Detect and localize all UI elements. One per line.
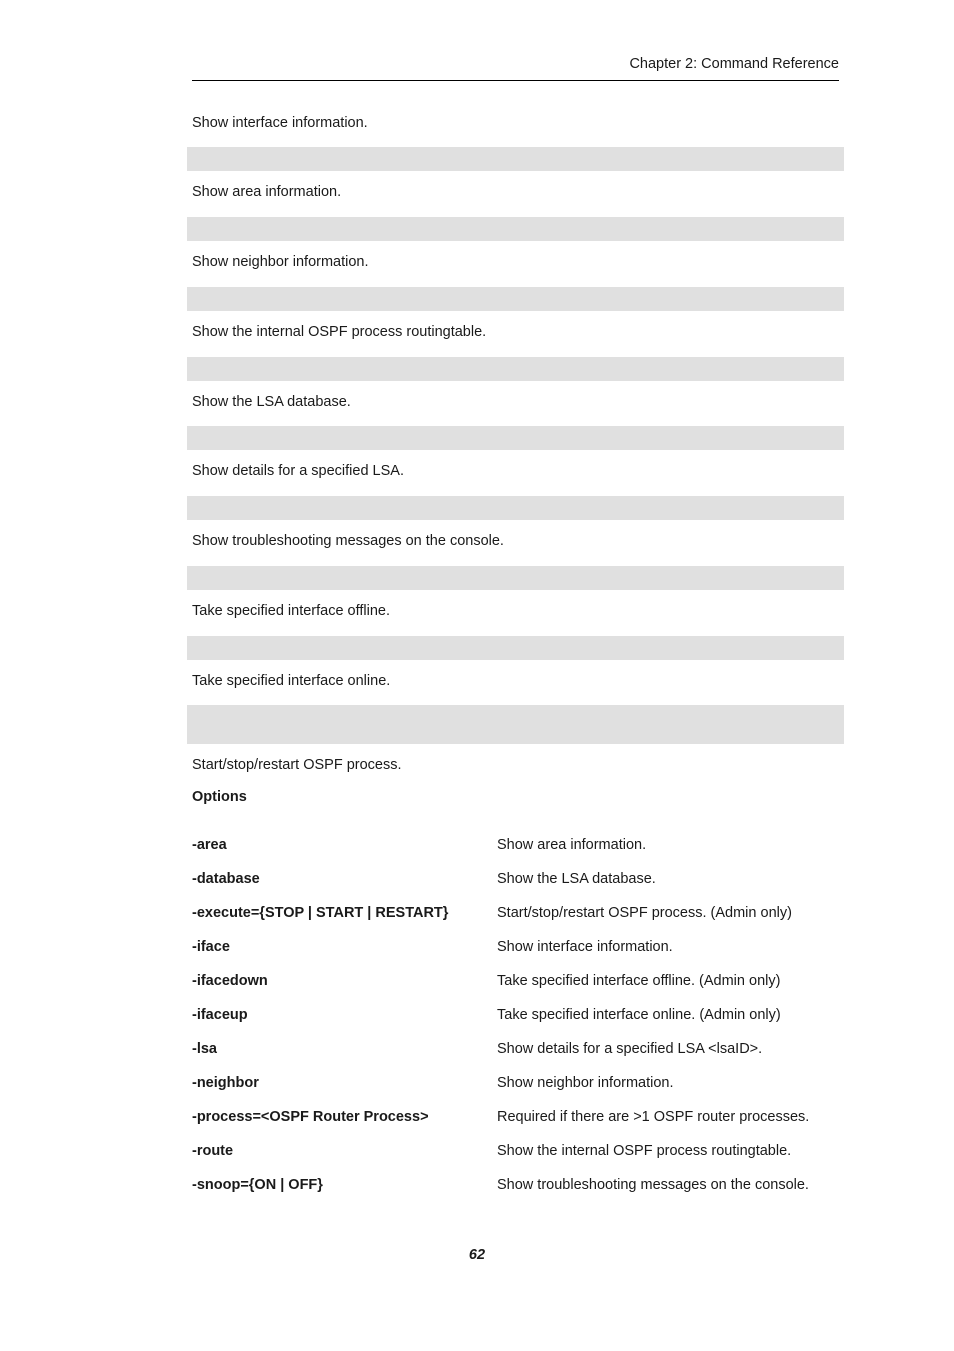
option-description: Start/stop/restart OSPF process. (Admin only) xyxy=(497,905,792,921)
section-description: Show the internal OSPF process routingtable. xyxy=(192,324,487,340)
option-name: -lsa xyxy=(192,1041,217,1057)
option-row xyxy=(192,1041,842,1061)
command-bar xyxy=(187,566,844,590)
command-bar xyxy=(187,496,844,520)
command-bar xyxy=(187,287,844,311)
option-name: -snoop={ON | OFF} xyxy=(192,1177,323,1193)
command-bar xyxy=(187,636,844,660)
option-description: Show neighbor information. xyxy=(497,1075,674,1091)
section-description: Show details for a specified LSA. xyxy=(192,463,404,479)
command-bar xyxy=(187,705,844,744)
option-name: -iface xyxy=(192,939,230,955)
option-row xyxy=(192,1007,842,1027)
section-description: Show area information. xyxy=(192,184,342,200)
option-row xyxy=(192,837,842,857)
option-description: Show the internal OSPF process routingtable. xyxy=(497,1143,792,1159)
option-description: Show troubleshooting messages on the console. xyxy=(497,1177,809,1193)
option-name: -execute={STOP | START | RESTART} xyxy=(192,905,449,921)
option-name: -ifaceup xyxy=(192,1007,248,1023)
option-description: Take specified interface offline. (Admin only) xyxy=(497,973,781,989)
section-description: Show the LSA database. xyxy=(192,394,351,410)
command-bar xyxy=(187,426,844,450)
section-description: Show neighbor information. xyxy=(192,254,369,270)
option-description: Show interface information. xyxy=(497,939,673,955)
option-name: -area xyxy=(192,837,227,853)
option-description: Show the LSA database. xyxy=(497,871,656,887)
option-row xyxy=(192,939,842,959)
option-name: -ifacedown xyxy=(192,973,268,989)
section-description: Take specified interface offline. xyxy=(192,603,391,619)
command-bar xyxy=(187,217,844,241)
option-row xyxy=(192,1075,842,1095)
section-description: Show troubleshooting messages on the console. xyxy=(192,533,504,549)
command-bar xyxy=(187,357,844,381)
option-description: Required if there are >1 OSPF router processes. xyxy=(497,1109,810,1125)
option-description: Show details for a specified LSA <lsaID>. xyxy=(497,1041,763,1057)
option-row xyxy=(192,871,842,891)
option-description: Take specified interface online. (Admin only) xyxy=(497,1007,781,1023)
section-description: Take specified interface online. xyxy=(192,673,391,689)
chapter-title: Chapter 2: Command Reference xyxy=(629,56,839,72)
command-bar xyxy=(187,147,844,171)
section-description: Show interface information. xyxy=(192,115,368,131)
option-name: -process=<OSPF Router Process> xyxy=(192,1109,429,1125)
option-name: -database xyxy=(192,871,260,887)
option-description: Show area information. xyxy=(497,837,647,853)
page-number: 62 xyxy=(468,1247,486,1263)
option-row xyxy=(192,1109,842,1129)
option-row xyxy=(192,1143,842,1163)
page-header xyxy=(192,54,839,81)
options-heading: Options xyxy=(192,789,247,805)
option-row xyxy=(192,905,842,925)
option-name: -route xyxy=(192,1143,234,1159)
option-row xyxy=(192,973,842,993)
option-name: -neighbor xyxy=(192,1075,259,1091)
option-row xyxy=(192,1177,842,1197)
section-description: Start/stop/restart OSPF process. xyxy=(192,757,402,773)
